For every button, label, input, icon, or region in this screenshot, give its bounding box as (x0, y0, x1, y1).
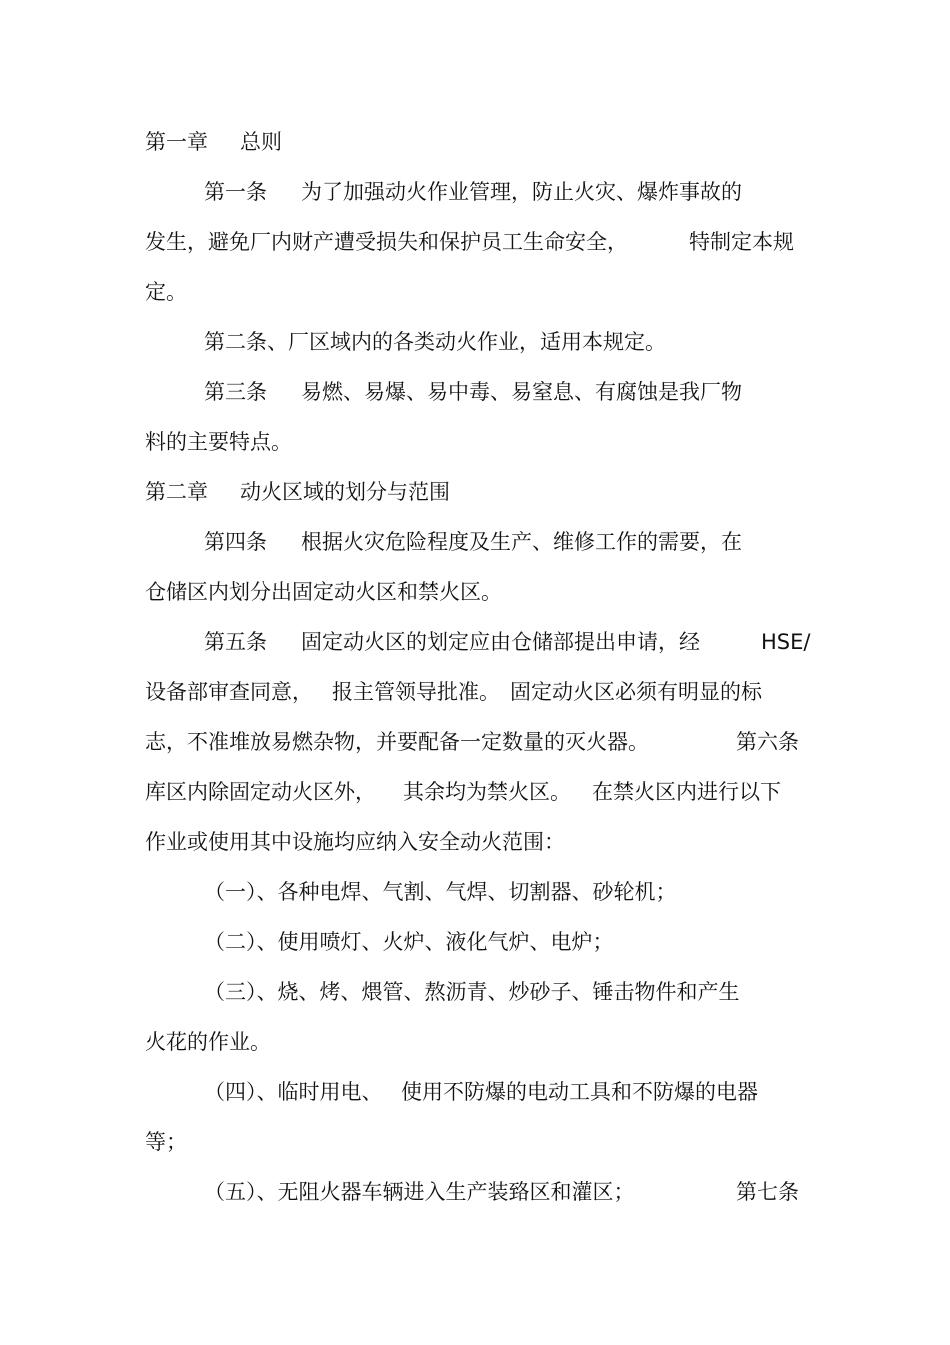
list-item-text: （二）、使用喷灯、火炉、液化气炉、电炉； (204, 930, 614, 954)
article-text: 易燃、易爆、易中毒、易窒息、有腐蚀是我厂物 (301, 380, 742, 404)
text-segment: 其余均为禁火区。 (403, 780, 571, 804)
list-item-text: （四）、临时用电、 (204, 1080, 383, 1104)
text-segment: 定。 (145, 280, 187, 304)
article-text: 第二条、厂区域内的各类动火作业，适用本规定。 (204, 330, 666, 354)
article-number: 第五条 (204, 630, 267, 654)
text-segment: 设备部审查同意， (145, 680, 313, 704)
text-segment: HSE/ (761, 630, 811, 654)
text-segment: 志，不准堆放易燃杂物，并要配备一定数量的灭火器。 (145, 730, 649, 754)
article-number: 第四条 (204, 530, 267, 554)
list-item-text: 使用不防爆的电动工具和不防爆的电器 (401, 1080, 758, 1104)
text-segment: 发生，避免厂内财产遭受损失和保护员工生命安全， (145, 230, 628, 254)
text-segment: 料的主要特点。 (145, 430, 292, 454)
chapter-title: 总则 (240, 130, 282, 154)
article-number: 第七条 (736, 1180, 799, 1204)
chapter-number: 第二章 (145, 480, 208, 504)
text-segment: 特制定本规 (689, 230, 794, 254)
chapter-number: 第一章 (145, 130, 208, 154)
article-number: 第三条 (204, 380, 267, 404)
text-segment: 库区内除固定动火区外， (145, 780, 376, 804)
article-text: 固定动火区的划定应由仓储部提出申请，经 (301, 630, 700, 654)
text-segment: 作业或使用其中设施均应纳入安全动火范围： (145, 830, 565, 854)
text-segment: 等； (145, 1130, 187, 1154)
text-segment: 在禁火区内进行以下 (592, 780, 781, 804)
article-text: 为了加强动火作业管理，防止火灾、爆炸事故的 (301, 180, 742, 204)
article-text: 根据火灾危险程度及生产、维修工作的需要，在 (301, 530, 742, 554)
text-segment: 固定动火区必须有明显的标 (510, 680, 762, 704)
text-segment: 仓储区内划分出固定动火区和禁火区。 (145, 580, 502, 604)
article-number: 第六条 (736, 730, 799, 754)
list-item-text: （五）、无阻火器车辆进入生产装臵区和灌区； (204, 1180, 635, 1204)
list-item-text: （一）、各种电焊、气割、气焊、切割器、砂轮机； (204, 880, 677, 904)
chapter-title: 动火区域的划分与范围 (240, 480, 450, 504)
text-segment: 报主管领导批准。 (332, 680, 500, 704)
list-item-text: （三）、烧、烤、煨管、熬沥青、炒砂子、锤击物件和产生 (204, 980, 740, 1004)
article-number: 第一条 (204, 180, 267, 204)
text-segment: 火花的作业。 (145, 1030, 271, 1054)
